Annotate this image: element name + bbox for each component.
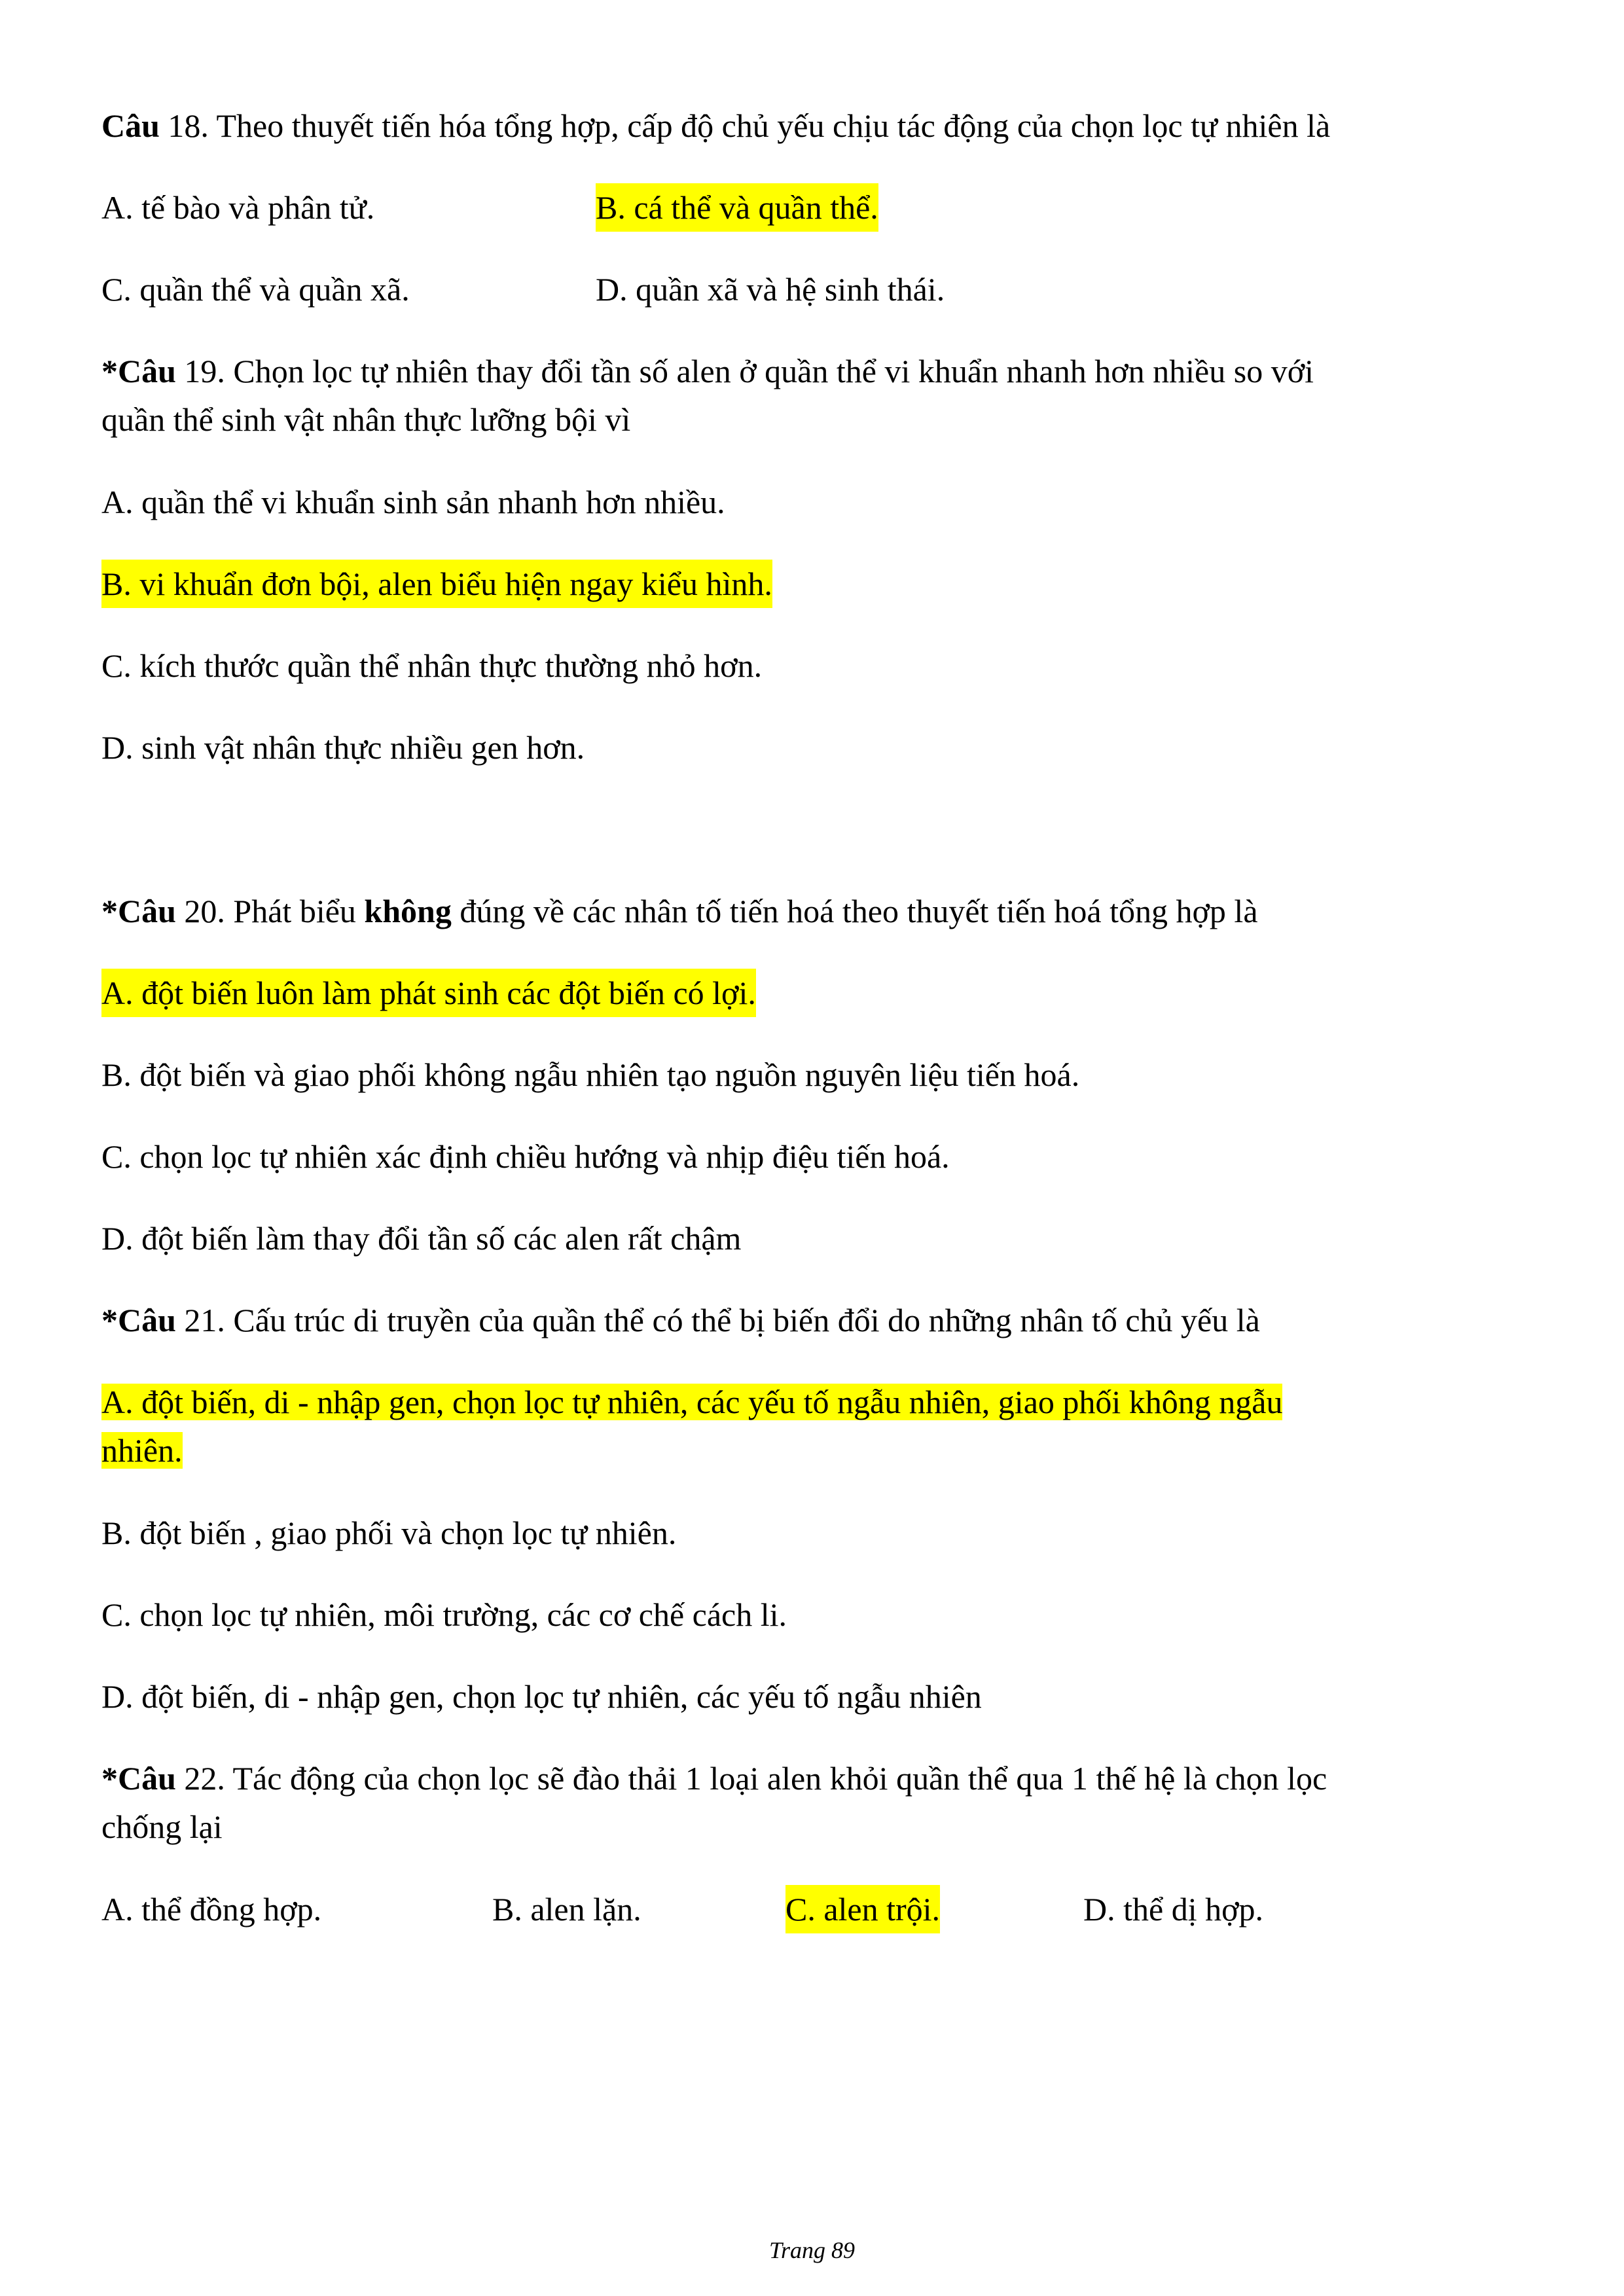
q20-option-b: B. đột biến và giao phối không ngẫu nhiên tạo nguồn nguyên liệu tiến hoá. <box>101 1056 1080 1093</box>
question-text: 22. Tác động của chọn lọc sẽ đào thải 1 loại alen khỏi quần thể qua 1 thế hệ là chọn lọc <box>175 1760 1327 1797</box>
q22-option-b: B. alen lặn. <box>492 1891 641 1928</box>
question-label: *Câu <box>101 353 176 389</box>
page-number: Trang 89 <box>768 2237 856 2263</box>
q21-option-a-answer-line-1 <box>101 1378 1282 1426</box>
question-19-stem-line-2: quần thể sinh vật nhân thực lưỡng bội vì <box>101 401 631 438</box>
question-text-pre: 20. Phát biểu <box>175 893 365 929</box>
q21-option-c: C. chọn lọc tự nhiên, môi trường, các cơ chế cách li. <box>101 1596 787 1633</box>
q21-option-b: B. đột biến , giao phối và chọn lọc tự nhiên. <box>101 1515 677 1551</box>
highlighted-answer: A. đột biến, di - nhập gen, chọn lọc tự nhiên, các yếu tố ngẫu nhiên, giao phối không ngẫu <box>101 1384 1283 1420</box>
question-label: *Câu <box>101 1302 176 1338</box>
q20-option-a-answer: A. đột biến luôn làm phát sinh các đột biến có lợi. <box>101 969 756 1017</box>
q18-option-c: C. quần thể và quần xã. <box>101 271 410 308</box>
question-22-stem-line-1 <box>101 1754 1327 1803</box>
q22-option-d: D. thể dị hợp. <box>1083 1891 1264 1928</box>
question-text: 21. Cấu trúc di truyền của quần thể có thể bị biến đổi do những nhân tố chủ yếu là <box>175 1302 1260 1338</box>
question-19-stem-line-1 <box>101 347 1314 395</box>
q18-option-d: D. quần xã và hệ sinh thái. <box>596 271 945 308</box>
q19-option-d: D. sinh vật nhân thực nhiều gen hơn. <box>101 729 585 766</box>
q19-option-a: A. quần thể vi khuẩn sinh sản nhanh hơn nhiều. <box>101 484 725 520</box>
question-text: 19. Chọn lọc tự nhiên thay đổi tần số alen ở quần thể vi khuẩn nhanh hơn nhiều so với <box>175 353 1314 389</box>
highlighted-answer: nhiên. <box>101 1432 183 1469</box>
question-18-stem <box>101 101 1330 150</box>
question-22-stem-line-2: chống lại <box>101 1808 223 1845</box>
q19-option-b-answer: B. vi khuẩn đơn bội, alen biểu hiện ngay kiểu hình. <box>101 560 772 608</box>
question-label: *Câu <box>101 893 176 929</box>
q20-option-c: C. chọn lọc tự nhiên xác định chiều hướng và nhịp điệu tiến hoá. <box>101 1138 950 1175</box>
q22-option-a: A. thể đồng hợp. <box>101 1891 322 1928</box>
q21-option-a-answer-line-2 <box>101 1426 183 1475</box>
question-text-post: đúng về các nhân tố tiến hoá theo thuyết tiến hoá tổng hợp là <box>451 893 1258 929</box>
q19-option-c: C. kích thước quần thể nhân thực thường nhỏ hơn. <box>101 647 763 684</box>
q21-option-d: D. đột biến, di - nhập gen, chọn lọc tự nhiên, các yếu tố ngẫu nhiên <box>101 1678 982 1715</box>
q20-option-d: D. đột biến làm thay đổi tần số các alen rất chậm <box>101 1220 742 1257</box>
question-20-stem <box>101 887 1258 935</box>
q18-option-a: A. tế bào và phân tử. <box>101 189 375 226</box>
question-label: Câu <box>101 107 160 144</box>
q18-option-b-answer: B. cá thể và quần thể. <box>596 183 878 232</box>
question-text: 18. Theo thuyết tiến hóa tổng hợp, cấp độ chủ yếu chịu tác động của chọn lọc tự nhiên là <box>159 107 1331 144</box>
question-text-emphasis: không <box>364 893 452 929</box>
q22-option-c-answer: C. alen trội. <box>785 1885 940 1933</box>
question-21-stem <box>101 1296 1260 1344</box>
question-label: *Câu <box>101 1760 176 1797</box>
